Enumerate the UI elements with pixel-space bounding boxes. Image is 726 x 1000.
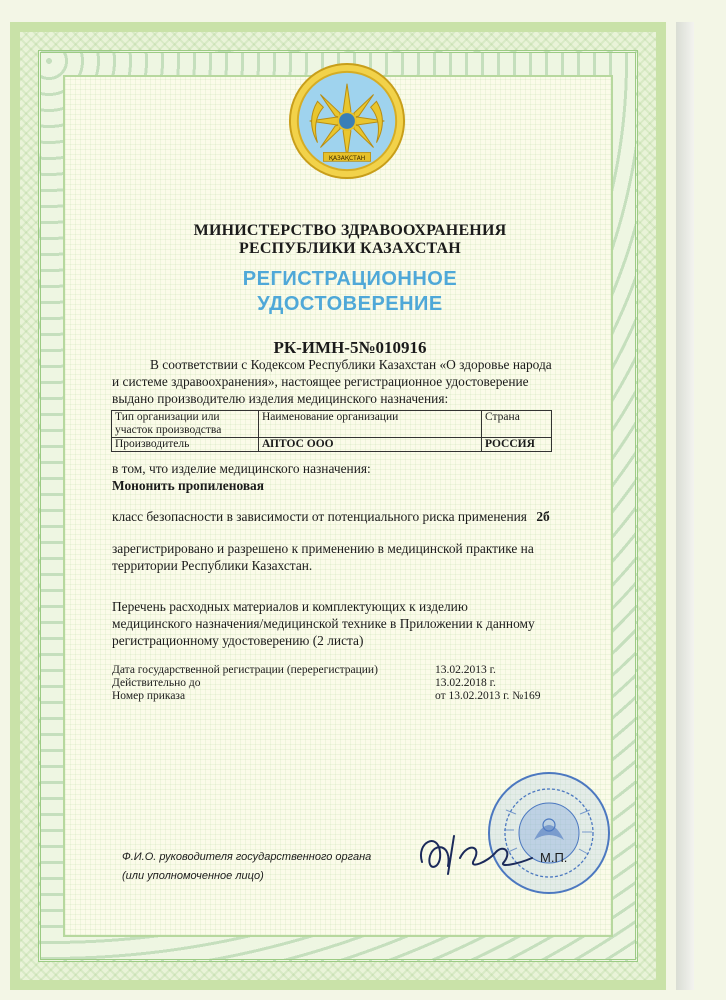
header-org-type: Тип организации или участок производства xyxy=(112,411,259,438)
valid-until-value: 13.02.2018 г. xyxy=(435,677,496,689)
appendix-line1: Перечень расходных материалов и комплектующих к изделию xyxy=(112,599,468,614)
registration-date-value: 13.02.2013 г. xyxy=(435,664,496,676)
header-org-name: Наименование организации xyxy=(259,411,482,438)
table-header-row xyxy=(112,411,552,438)
cell-org-type: Производитель xyxy=(112,438,259,452)
seal-place-label: М.П. xyxy=(540,850,568,865)
valid-until-label: Действительно до xyxy=(112,677,201,689)
risk-class-text: класс безопасности в зависимости от потенциального риска применения xyxy=(112,509,527,524)
certificate-number: РК-ИМН-5№010916 xyxy=(273,338,427,357)
table-row xyxy=(112,438,552,452)
appendix-line3: регистрационному удостоверению (2 листа) xyxy=(112,633,364,648)
authorized-person-label: (или уполномоченное лицо) xyxy=(122,870,264,882)
scan-edge xyxy=(676,22,694,990)
intro-line2: и системе здравоохранения», настоящее регистрационное удостоверение xyxy=(112,374,529,389)
registration-date-label: Дата государственной регистрации (перерегистрации) xyxy=(112,664,378,676)
state-emblem-icon xyxy=(288,62,406,180)
risk-class-value: 2б xyxy=(536,509,550,524)
organization-table xyxy=(111,410,552,452)
document-type-line1: РЕГИСТРАЦИОННОЕ xyxy=(242,268,458,290)
product-lead: в том, что изделие медицинского назначения: xyxy=(112,461,371,476)
cell-org-name: АПТОС ООО xyxy=(259,438,482,452)
risk-class-line xyxy=(112,508,582,525)
appendix-line2: медицинского назначения/медицинской технике в Приложении к данному xyxy=(112,616,535,631)
document-type-line2: УДОСТОВЕРЕНИЕ xyxy=(257,293,443,315)
order-number-label: Номер приказа xyxy=(112,690,186,702)
permission-line1: зарегистрировано и разрешено к применению в медицинской практике на xyxy=(112,541,534,556)
intro-line3: выдано производителю изделия медицинского назначения: xyxy=(112,391,449,406)
permission-line2: территории Республики Казахстан. xyxy=(112,558,313,573)
signature-icon xyxy=(408,822,538,880)
cell-country: РОССИЯ xyxy=(482,438,552,452)
intro-line1: В соответствии с Кодексом Республики Казахстан «О здоровье народа xyxy=(150,357,552,372)
header-country: Страна xyxy=(482,411,552,438)
order-number-value: от 13.02.2013 г. №169 xyxy=(435,690,541,702)
ministry-title-line2: РЕСПУБЛИКИ КАЗАХСТАН xyxy=(239,240,461,257)
product-name: Мононить пропиленовая xyxy=(112,478,264,493)
official-name-label: Ф.И.О. руководителя государственного органа xyxy=(122,851,372,863)
ministry-title-line1: МИНИСТЕРСТВО ЗДРАВООХРАНЕНИЯ xyxy=(193,222,507,239)
emblem-inscription: ҚАЗАҚСТАН xyxy=(328,155,366,162)
